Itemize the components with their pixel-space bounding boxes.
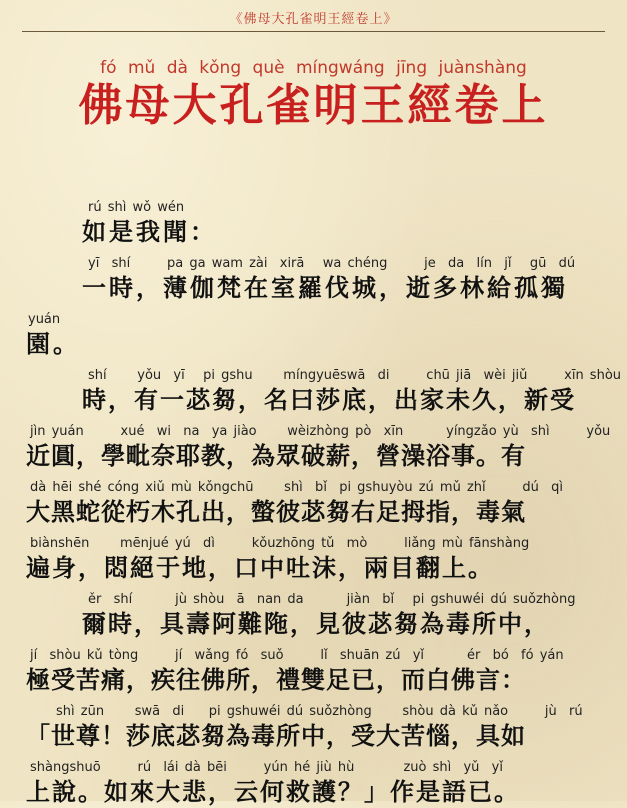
line-text: 上說。如來大悲，云何救護？」作是語已。 xyxy=(26,778,520,806)
text-line xyxy=(26,312,80,360)
header-rule xyxy=(22,31,605,32)
line-text: 「世尊！莎底苾芻為毒所中，受大苦惱，具如 xyxy=(26,722,526,750)
text-line xyxy=(82,368,621,416)
text-line xyxy=(26,704,583,752)
line-pinyin: shí yǒu yī pi gshu míngyuēswā di chū jiā wèi jiǔ xīn shòu xyxy=(88,368,622,383)
title-pinyin: fó mǔ dà kǒng què míngwáng jīng juànshàng xyxy=(100,58,527,78)
line-pinyin: yī shí pa ga wam zài xirā wa chéng je da lín jǐ gū dú xyxy=(88,256,576,271)
text-line xyxy=(26,424,610,472)
line-text: 極受苦痛，疾往佛所，禮雙足已，而白佛言： xyxy=(26,666,526,694)
text-line xyxy=(26,480,563,528)
line-text: 如是我聞： xyxy=(82,218,217,246)
page-title: 佛母大孔雀明王經卷上 xyxy=(78,80,549,131)
line-pinyin: yuán xyxy=(28,312,61,327)
line-pinyin: ěr shí jù shòu ā nan da jiàn bǐ pi gshuwéi dú suǒzhòng xyxy=(88,592,576,607)
line-pinyin: jìn yuán xué wi na ya jiào wèizhòng pò xīn yíngzǎo yù shì yǒu xyxy=(30,424,611,439)
line-text: 遍身，悶絕于地，口中吐沫，兩目翻上。 xyxy=(26,554,494,582)
text-line xyxy=(82,256,575,304)
text-line xyxy=(82,200,217,248)
line-pinyin: shì zūn swā di pi gshuwéi dú suǒzhòng shòu dà kǔ nǎo jù rú xyxy=(56,704,583,719)
text-line xyxy=(82,592,576,640)
text-line xyxy=(26,648,564,696)
text-line xyxy=(26,536,529,584)
line-pinyin: biànshēn mēnjué yú dì kǒuzhōng tǔ mò liǎng mù fānshàng xyxy=(30,536,530,551)
line-text: 爾時，具壽阿難陁，見彼苾芻為毒所中， xyxy=(82,610,550,638)
line-text: 園。 xyxy=(26,330,80,358)
line-text: 一時，薄伽梵在室羅伐城，逝多林給孤獨 xyxy=(82,274,568,302)
line-pinyin: rú shì wǒ wén xyxy=(88,200,185,215)
line-pinyin: jí shòu kǔ tòng jí wǎng fó suǒ lǐ shuān zú yǐ ér bó fó yán xyxy=(30,648,564,663)
line-pinyin: dà hēi shé cóng xiǔ mù kǒngchū shì bǐ pi gshuyòu zú mǔ zhǐ dú qì xyxy=(30,480,564,495)
line-text: 時，有一苾芻，名曰莎底，出家未久，新受 xyxy=(82,386,576,414)
line-text: 近圓，學毗奈耶教，為眾破薪，營澡浴事。有 xyxy=(26,442,526,470)
running-header: 《佛母大孔雀明王經卷上》 xyxy=(229,12,398,27)
line-pinyin: shàngshuō rú lái dà bēi yún hé jiù hù zuò shì yǔ yǐ xyxy=(30,760,503,775)
line-text: 大黑蛇從朽木孔出，螫彼苾芻右足拇指，毒氣 xyxy=(26,498,526,526)
